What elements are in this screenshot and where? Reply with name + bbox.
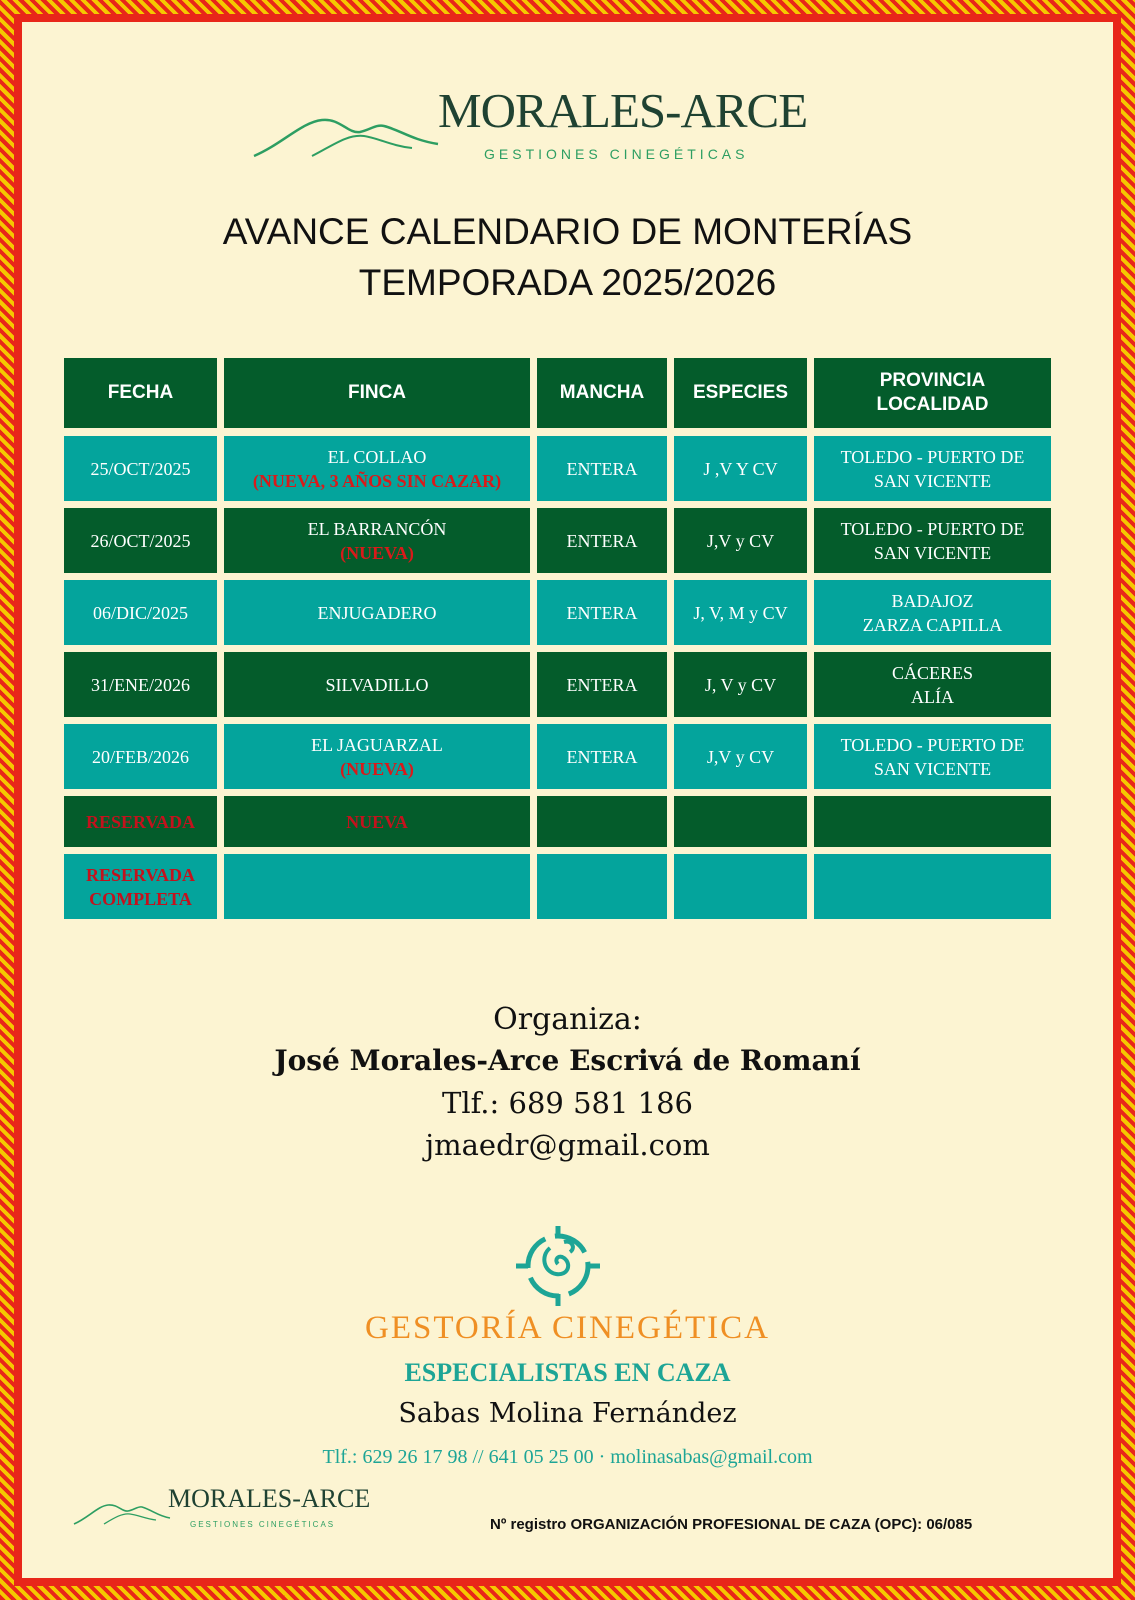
row3-fecha: 06/DIC/2025 (64, 580, 217, 645)
legend-reservada-completa (64, 854, 217, 919)
row2-provincia-line2: SAN VICENTE (873, 542, 992, 563)
page-subtitle: TEMPORADA 2025/2026 (358, 262, 777, 303)
row1-fecha: 25/OCT/2025 (64, 436, 217, 501)
row2-finca-name: EL BARRANCÓN (307, 518, 447, 539)
row1-especies: J ,V Y CV (674, 436, 807, 501)
header-provincia-line1: PROVINCIA (879, 370, 986, 391)
row1-finca-note: (NUEVA, 3 AÑOS SIN CAZAR) (252, 470, 502, 491)
organizer-name: José Morales-Arce Escrivá de Romaní (274, 1044, 861, 1077)
legend-reservada (64, 796, 217, 847)
row1-finca-name: EL COLLAO (327, 446, 427, 467)
row3-provincia (814, 580, 1051, 645)
row4-provincia-line1: CÁCERES (891, 662, 974, 683)
legend-reservada-label: RESERVADA (85, 811, 196, 832)
row1-provincia-line2: SAN VICENTE (873, 470, 992, 491)
row2-finca-note: (NUEVA) (340, 542, 414, 563)
legend-empty-cell (674, 796, 807, 847)
row5-finca-name: EL JAGUARZAL (311, 734, 443, 755)
gestoria-subtitle: ESPECIALISTAS EN CAZA (404, 1358, 731, 1387)
header-provincia (814, 358, 1051, 428)
row1-finca (224, 436, 530, 501)
row5-provincia-line2: SAN VICENTE (873, 758, 992, 779)
header-especies: ESPECIES (674, 358, 807, 428)
row2-provincia-line1: TOLEDO - PUERTO DE (840, 518, 1025, 539)
row5-provincia-line1: TOLEDO - PUERTO DE (840, 734, 1025, 755)
gestoria-crosshair-icon (510, 1220, 606, 1306)
row3-provincia-line1: BADAJOZ (891, 590, 974, 611)
row1-mancha: ENTERA (537, 436, 667, 501)
registry-prefix: Nº registro (490, 1516, 567, 1533)
row4-provincia (814, 652, 1051, 717)
row5-mancha: ENTERA (537, 724, 667, 789)
brand-tagline: GESTIONES CINEGÉTICAS (484, 146, 749, 162)
row1-provincia-line1: TOLEDO - PUERTO DE (840, 446, 1025, 467)
row2-especies: J,V y CV (674, 508, 807, 573)
legend-empty-cell (537, 854, 667, 919)
brand-logo (252, 74, 852, 184)
legend-empty-cell (224, 854, 530, 919)
row4-mancha: ENTERA (537, 652, 667, 717)
row2-provincia (814, 508, 1051, 573)
gestoria-title: GESTORÍA CINEGÉTICA (365, 1310, 770, 1346)
row2-finca (224, 508, 530, 573)
row3-finca: ENJUGADERO (224, 580, 530, 645)
row4-finca: SILVADILLO (224, 652, 530, 717)
row3-provincia-line2: ZARZA CAPILLA (862, 614, 1003, 635)
mountain-logo-icon (252, 104, 442, 164)
gestoria-contact: Tlf.: 629 26 17 98 // 641 05 25 00 · molinasabas@gmail.com (322, 1446, 813, 1468)
legend-reservada-completa-line2: COMPLETA (89, 888, 192, 909)
legend-nueva-label: NUEVA (346, 811, 408, 832)
mountain-logo-icon-small (72, 1496, 172, 1530)
legend-nueva (224, 796, 530, 847)
gestoria-person: Sabas Molina Fernández (398, 1398, 737, 1429)
brand-name-small: MORALES-ARCE (168, 1484, 371, 1513)
row5-especies: J,V y CV (674, 724, 807, 789)
row5-provincia (814, 724, 1051, 789)
row4-fecha: 31/ENE/2026 (64, 652, 217, 717)
row3-mancha: ENTERA (537, 580, 667, 645)
registry-note (490, 1516, 972, 1533)
row5-fecha: 20/FEB/2026 (64, 724, 217, 789)
legend-empty-cell (814, 796, 1051, 847)
row5-finca-note: (NUEVA) (340, 758, 414, 779)
organizer-label: Organiza: (493, 1002, 642, 1037)
legend-empty-cell (674, 854, 807, 919)
header-mancha: MANCHA (537, 358, 667, 428)
header-fecha: FECHA (64, 358, 217, 428)
legend-empty-cell (537, 796, 667, 847)
poster (22, 22, 1113, 1578)
row5-finca (224, 724, 530, 789)
header-finca: FINCA (224, 358, 530, 428)
organizer-phone: Tlf.: 689 581 186 (441, 1086, 694, 1120)
row1-provincia (814, 436, 1051, 501)
row2-fecha: 26/OCT/2025 (64, 508, 217, 573)
brand-tagline-small: GESTIONES CINEGÉTICAS (190, 1520, 336, 1529)
brand-logo-small (72, 1484, 412, 1544)
page-title: AVANCE CALENDARIO DE MONTERÍAS (222, 211, 913, 252)
organizer-email: jmaedr@gmail.com (425, 1128, 710, 1162)
row4-provincia-line2: ALÍA (911, 686, 954, 707)
legend-empty-cell (814, 854, 1051, 919)
registry-text: ORGANIZACIÓN PROFESIONAL DE CAZA (OPC): 06/085 (570, 1516, 973, 1533)
legend-reservada-completa-line1: RESERVADA (85, 864, 196, 885)
row2-mancha: ENTERA (537, 508, 667, 573)
brand-name: MORALES-ARCE (438, 83, 808, 138)
row4-especies: J, V y CV (674, 652, 807, 717)
header-provincia-line2: LOCALIDAD (876, 394, 989, 415)
row3-especies: J, V, M y CV (674, 580, 807, 645)
